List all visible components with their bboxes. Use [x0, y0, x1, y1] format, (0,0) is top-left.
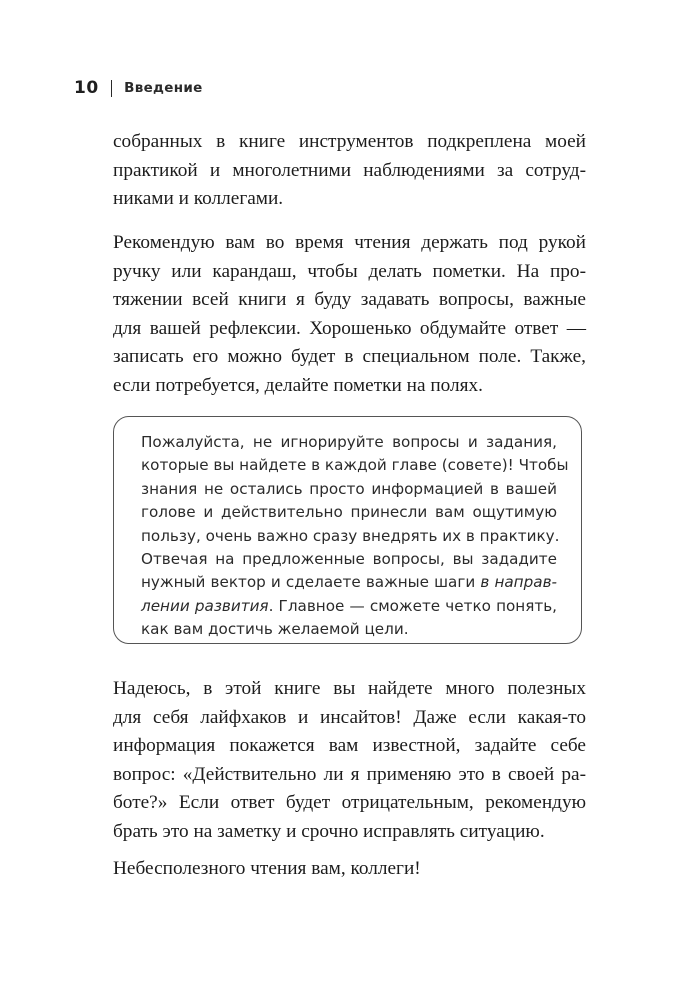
- text-line: если потребуется, делайте пометки на полях.: [113, 374, 483, 396]
- note-line-8-italic: лении развития: [141, 596, 269, 615]
- paragraph-1: [113, 128, 586, 214]
- paragraph-2: [113, 229, 586, 401]
- text-line: для себя лайфхаков и инсайтов! Даже если какая-то: [113, 706, 586, 728]
- text-line: Небесполезного чтения вам, коллеги!: [113, 858, 421, 879]
- text-line: записать его можно будет в специальном поле. Также,: [113, 346, 586, 368]
- text-line: для вашей рефлексии. Хорошенько обдумайте ответ —: [113, 317, 586, 339]
- note-line: [141, 595, 557, 618]
- page-number: 10: [74, 78, 99, 98]
- note-callout-box: [113, 416, 582, 644]
- text-line: информация покажется вам известной, задайте себе: [113, 735, 586, 757]
- text-line: ручку или карандаш, чтобы делать пометки. На про-: [113, 260, 586, 282]
- note-line: которые вы найдете в каждой главе (совете)! Чтобы: [141, 456, 569, 475]
- text-line: Рекомендую вам во время чтения держать под рукой: [113, 232, 586, 253]
- running-header: [74, 78, 203, 98]
- paragraph-4: [113, 855, 586, 884]
- note-line: голове и действительно принесли вам ощутимую: [141, 503, 557, 522]
- note-line: пользу, очень важно сразу внедрять их в практику.: [141, 526, 560, 545]
- text-line: тяжении всей книги я буду задавать вопросы, важные: [113, 289, 586, 311]
- note-text: [141, 431, 569, 642]
- text-line: брать это на заметку и срочно исправлять ситуацию.: [113, 820, 545, 842]
- text-line: никами и коллегами.: [113, 188, 284, 210]
- text-line: боте?» Если ответ будет отрицательным, рекомендую: [113, 792, 586, 814]
- note-line-7-italic: в направ-: [480, 573, 557, 592]
- note-line: как вам достичь желаемой цели.: [141, 620, 409, 639]
- paragraph-3: [113, 675, 586, 847]
- text-line: собранных в книге инструментов подкреплена моей: [113, 131, 586, 152]
- note-line: Пожалуйста, не игнорируйте вопросы и задания,: [141, 433, 557, 451]
- note-line-8-end: . Главное — сможете четко понять,: [268, 596, 557, 615]
- text-line: Надеюсь, в этой книге вы найдете много полезных: [113, 678, 586, 699]
- text-line: вопрос: «Действительно ли я применяю это в своей ра-: [113, 763, 586, 785]
- note-line: Отвечая на предложенные вопросы, вы зададите: [141, 550, 557, 569]
- note-line: [141, 571, 557, 594]
- note-line: знания не остались просто информацией в вашей: [141, 479, 557, 498]
- header-divider: [111, 80, 113, 97]
- section-title: Введение: [124, 80, 203, 96]
- text-line: практикой и многолетними наблюдениями за сотруд-: [113, 159, 586, 181]
- note-line-7-start: нужный вектор и сделаете важные шаги: [141, 573, 481, 592]
